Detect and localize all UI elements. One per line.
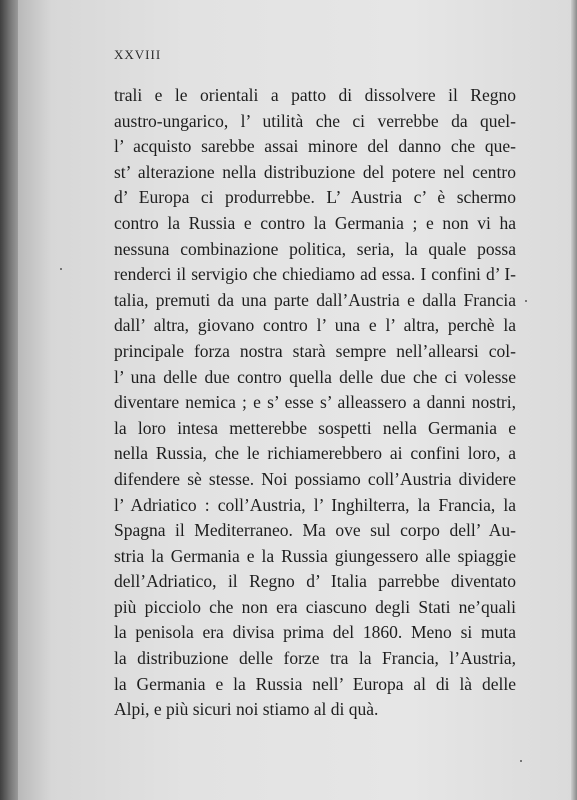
body-text bbox=[114, 83, 516, 723]
text-line: la distribuzione delle forze tra la Francia, l’Austria, bbox=[114, 648, 516, 669]
text-line: più picciolo che non era ciascuno degli Stati ne’quali bbox=[114, 596, 516, 617]
text-line: la loro intesa metterebbe sospetti nella Germania e bbox=[114, 417, 516, 438]
text-line: st’ alterazione nella distribuzione del potere nel centro bbox=[114, 161, 516, 182]
text-line: la Germania e la Russia nell’ Europa al di là delle bbox=[114, 673, 516, 694]
paper-speck bbox=[525, 300, 527, 302]
text-line: la penisola era divisa prima del 1860. Meno si muta bbox=[114, 622, 516, 643]
text-line: d’ Europa ci produrrebbe. L’ Austria c’ è schermo bbox=[114, 187, 516, 208]
text-line: dell’Adriatico, il Regno d’ Italia parrebbe diventato bbox=[114, 571, 516, 592]
text-line: diventare nemica ; e s’ esse s’ alleassero a danni nostri, bbox=[114, 392, 516, 413]
text-line: Spagna il Mediterraneo. Ma ove sul corpo dell’ Au- bbox=[114, 520, 516, 541]
text-line: dall’ altra, giovano contro l’ una e l’ altra, perchè la bbox=[114, 315, 516, 336]
text-line: renderci il servigio che chiediamo ad essa. I confini d’ I- bbox=[114, 264, 516, 285]
page-number: XXVIII bbox=[114, 47, 162, 62]
text-line: nessuna combinazione politica, seria, la quale possa bbox=[114, 238, 516, 259]
text-line: austro-ungarico, l’ utilità che ci verrebbe da quel- bbox=[114, 110, 516, 131]
text-line: l’ Adriatico : coll’Austria, l’ Inghilterra, la Francia, la bbox=[114, 494, 516, 515]
page-edge bbox=[571, 0, 577, 800]
paper-speck bbox=[60, 268, 62, 270]
text-line: principale forza nostra starà sempre nell’allearsi col- bbox=[114, 340, 516, 361]
text-line: talia, premuti da una parte dall’Austria e dalla Francia bbox=[114, 289, 516, 310]
text-line: contro la Russia e contro la Germania ; e non vi ha bbox=[114, 212, 516, 233]
text-line: stria la Germania e la Russia giungessero alle spiaggie bbox=[114, 545, 516, 566]
text-line: l’ acquisto sarebbe assai minore del danno che que- bbox=[114, 136, 516, 157]
paper-speck bbox=[520, 760, 522, 762]
text-line: l’ una delle due contro quella delle due che ci volesse bbox=[114, 366, 516, 387]
text-line: nella Russia, che le richiamerebbero ai confini loro, a bbox=[114, 443, 516, 464]
text-line: Alpi, e più sicuri noi stiamo al di quà. bbox=[114, 699, 379, 720]
book-gutter-shadow bbox=[0, 0, 18, 800]
text-line: difendere sè stesse. Noi possiamo coll’Austria dividere bbox=[114, 468, 516, 489]
text-line: trali e le orientali a patto di dissolvere il Regno bbox=[114, 85, 516, 105]
